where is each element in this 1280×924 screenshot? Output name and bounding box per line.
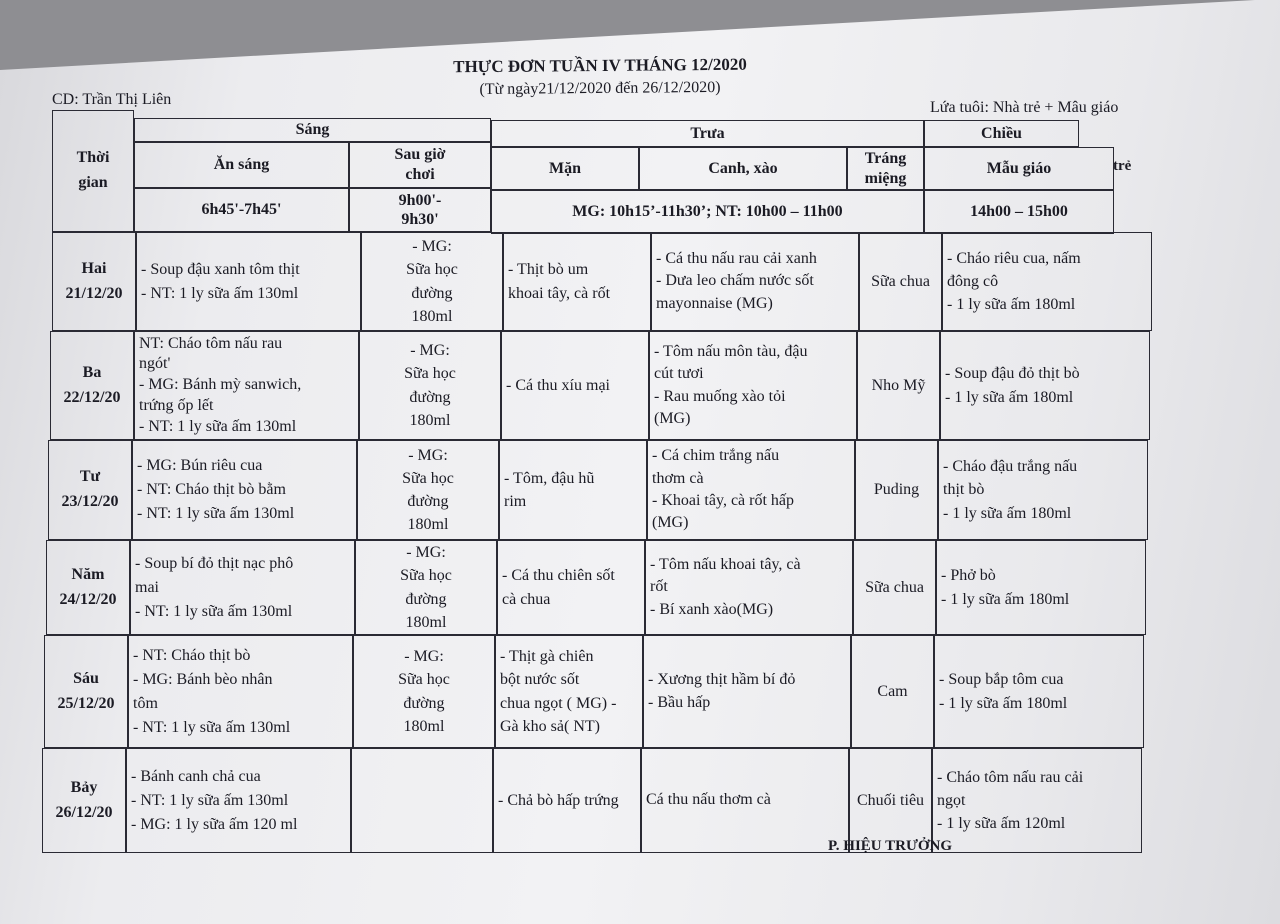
time-sau-gio-choi <box>349 188 491 232</box>
an-sang-cell <box>128 635 353 748</box>
cell-line: - NT: 1 ly sữa ấm 130ml <box>141 284 299 302</box>
cell-line: - MG: <box>412 238 452 256</box>
cell-line: đường <box>407 493 449 510</box>
cell-line: - Soup đậu xanh tôm thịt <box>141 260 300 278</box>
chieu-header: Chiều <box>924 120 1079 147</box>
cell-line: - Tôm nấu khoai tây, cà <box>650 555 801 573</box>
header-line: chơi <box>405 166 435 183</box>
trang-mieng-header <box>847 147 924 190</box>
day-cell <box>52 232 136 331</box>
sau-gio-choi-cell <box>355 540 497 635</box>
cell-line: mai <box>135 578 159 596</box>
cell-line: - Dưa leo chấm nước sốt <box>656 272 814 290</box>
cell-line: 180ml <box>407 516 449 534</box>
cell-line: (MG) <box>652 514 689 532</box>
cell-line: Sữa học <box>404 365 456 383</box>
chieu-cell <box>942 232 1152 331</box>
header-line: Sau giờ <box>394 146 446 163</box>
cell-line: - Chả bò hấp trứng <box>498 791 619 809</box>
cell-line: đường <box>403 694 445 712</box>
cell-line: đường <box>405 590 447 608</box>
chieu-cell <box>932 748 1142 853</box>
cell-line: - MG: Bánh mỳ sanwich, <box>139 376 302 394</box>
cell-line: 180ml <box>411 307 453 325</box>
cell-line: thịt bò <box>943 481 985 499</box>
mau-giao-header: Mẫu giáo <box>924 147 1114 190</box>
sau-gio-choi-cell <box>357 440 499 540</box>
cell-line: - NT: 1 ly sữa ấm 130ml <box>135 602 293 620</box>
cell-line: 21/12/20 <box>65 284 123 302</box>
canh-xao-cell <box>649 331 857 440</box>
cell-line: tôm <box>133 694 158 712</box>
cell-line: - MG: <box>404 648 444 666</box>
man-cell <box>501 331 649 440</box>
time-header-line: gian <box>78 174 108 191</box>
man-header: Mặn <box>491 147 639 190</box>
trang-mieng-cell: Nho Mỹ <box>857 331 940 440</box>
cell-line: ngọt <box>937 791 966 809</box>
sau-gio-choi-cell <box>359 331 501 440</box>
canh-xao-cell <box>645 540 853 635</box>
cell-line: Bảy <box>70 778 98 796</box>
an-sang-cell <box>134 331 359 440</box>
an-sang-cell <box>132 440 357 540</box>
trang-mieng-cell: Sữa chua <box>859 232 942 331</box>
cell-line: chua ngọt ( MG) - <box>500 694 617 712</box>
trang-mieng-cell: Puding <box>855 440 938 540</box>
cell-line: khoai tây, cà rốt <box>508 284 611 302</box>
cell-line: cút tươi <box>654 365 704 383</box>
cell-line: - Bí xanh xào(MG) <box>650 600 774 618</box>
header-line: miệng <box>864 169 907 187</box>
chieu-cell <box>940 331 1150 440</box>
day-cell <box>48 440 132 540</box>
menu-title: THỰC ĐƠN TUẦN IV THÁNG 12/2020 <box>453 54 747 77</box>
cell-line: - Phở bò <box>941 567 996 585</box>
cell-line: mayonnaise (MG) <box>656 294 773 312</box>
cell-line: - 1 ly sữa ấm 180ml <box>945 388 1074 406</box>
cell-line: đường <box>409 388 451 406</box>
trua-header: Trưa <box>491 120 924 147</box>
cell-line: - Thịt gà chiên <box>500 648 594 666</box>
an-sang-cell <box>130 540 355 635</box>
stray-text: trẻ <box>1113 158 1132 174</box>
cell-line: - MG: <box>408 446 448 464</box>
canh-xao-cell <box>647 440 855 540</box>
man-cell <box>497 540 645 635</box>
sau-gio-choi-cell <box>353 635 495 748</box>
cell-line: - MG: 1 ly sữa ấm 120 ml <box>131 815 298 833</box>
cell-line: - MG: Bánh bèo nhân <box>133 670 273 688</box>
header-line: 9h00'- <box>398 191 442 209</box>
an-sang-header: Ăn sáng <box>134 142 349 188</box>
chieu-cell <box>936 540 1146 635</box>
time-header <box>52 110 134 232</box>
cell-line: - Cá chim trắng nấu <box>652 447 780 465</box>
time-trua: MG: 10h15’-11h30’; NT: 10h00 – 11h00 <box>491 190 924 234</box>
cell-line: - MG: <box>406 544 446 562</box>
cell-line: - Tôm, đậu hũ <box>504 469 595 487</box>
time-chieu: 14h00 – 15h00 <box>924 190 1114 234</box>
cell-line: - 1 ly sữa ấm 120ml <box>937 815 1066 833</box>
cell-line: - Bánh canh chả cua <box>131 767 261 785</box>
time-header-line: Thời <box>76 149 110 167</box>
cell-line: cà chua <box>502 590 551 608</box>
cell-line: Năm <box>71 565 105 583</box>
cell-line: 26/12/20 <box>55 803 113 821</box>
cell-line: Sáu <box>73 669 99 687</box>
age-group-label: Lứa tuôi: Nhà trẻ + Mâu giáo <box>930 99 1119 116</box>
cell-line: Cá thu nấu thơm cà <box>646 791 771 809</box>
day-cell <box>44 635 128 748</box>
cell-line: - Tôm nấu môn tàu, đậu <box>654 342 808 360</box>
cell-line: NT: Cháo tôm nấu rau <box>139 334 283 352</box>
trang-mieng-cell: Sữa chua <box>853 540 936 635</box>
cell-line: - Khoai tây, cà rốt hấp <box>652 492 795 509</box>
cell-line: - NT: 1 ly sữa ấm 130ml <box>139 417 297 435</box>
cell-line: - Rau muống xào tỏi <box>654 387 786 405</box>
cell-line: (MG) <box>654 409 691 427</box>
time-sang: 6h45'-7h45' <box>134 188 349 232</box>
cell-line: - Bầu hấp <box>648 693 711 711</box>
cell-line: - MG: Bún riêu cua <box>137 457 263 474</box>
cell-line: thơm cà <box>652 469 704 487</box>
trang-mieng-cell: Chuối tiêu <box>849 748 932 853</box>
cell-line: 180ml <box>409 411 451 429</box>
an-sang-cell <box>136 232 361 331</box>
cell-line: 180ml <box>403 717 445 735</box>
cell-line: - 1 ly sữa ấm 180ml <box>941 590 1070 608</box>
sau-gio-choi-cell <box>361 232 503 331</box>
header-line: 9h30' <box>401 211 439 228</box>
cell-line: Tư <box>79 468 101 486</box>
cell-line: - Thịt bò um <box>508 261 589 279</box>
cell-line: ngót' <box>139 355 171 373</box>
cell-line: - Xương thịt hầm bí đỏ <box>648 671 796 689</box>
cell-line: rốt <box>650 578 668 596</box>
cell-line: đông cô <box>947 272 999 290</box>
cell-line: Sữa học <box>398 671 450 689</box>
cell-line: 23/12/20 <box>61 493 119 510</box>
cell-line: - NT: 1 ly sữa ấm 130ml <box>133 718 291 736</box>
cell-line: Hai <box>81 259 107 277</box>
cell-line: - 1 ly sữa ấm 180ml <box>947 296 1076 314</box>
an-sang-cell <box>126 748 351 853</box>
cell-line: đường <box>411 284 453 302</box>
cell-line: - NT: Cháo thịt bò <box>133 646 251 664</box>
cell-line: - Cháo riêu cua, nấm <box>947 249 1081 267</box>
sau-gio-choi-header <box>349 142 491 188</box>
trang-mieng-cell: Cam <box>851 635 934 748</box>
cell-line: - NT: 1 ly sữa ấm 130ml <box>137 505 295 522</box>
chieu-cell <box>934 635 1144 748</box>
day-cell <box>46 540 130 635</box>
cell-line: Sữa học <box>400 567 452 585</box>
cell-line: - NT: 1 ly sữa ấm 130ml <box>131 791 289 809</box>
cell-line: 22/12/20 <box>63 388 121 406</box>
cell-line: trứng ốp lết <box>139 396 214 414</box>
signature-label: P. HIỆU TRƯỞNG <box>828 838 953 854</box>
cell-line: 180ml <box>405 613 447 631</box>
canh-xao-header: Canh, xào <box>639 147 847 190</box>
cell-line: - Cháo tôm nấu rau cải <box>937 768 1084 786</box>
sang-header: Sáng <box>134 118 491 142</box>
cell-line: - Soup bí đỏ thịt nạc phô <box>135 554 294 572</box>
man-cell <box>503 232 651 331</box>
cell-line: rim <box>504 493 527 510</box>
cell-line: - 1 ly sữa ấm 180ml <box>943 504 1072 522</box>
cell-line: - Soup đậu đỏ thịt bò <box>945 365 1080 383</box>
man-cell <box>493 748 641 853</box>
cell-line: bột nước sốt <box>500 671 580 689</box>
cell-line: - Cá thu chiên sốt <box>502 567 615 585</box>
cell-line: - Cá thu xíu mại <box>506 376 610 394</box>
day-cell <box>50 331 134 440</box>
cell-line: - Cá thu nấu rau cải xanh <box>656 249 817 267</box>
cell-line: Sữa học <box>406 261 458 279</box>
canh-xao-cell <box>651 232 859 331</box>
header-line: Tráng <box>864 149 907 167</box>
cell-line: - Cháo đậu trắng nấu <box>943 458 1078 476</box>
cell-line: 24/12/20 <box>59 590 117 608</box>
cell-line: - Soup bắp tôm cua <box>939 671 1064 689</box>
cell-line: 25/12/20 <box>57 694 115 712</box>
cell-line: Gà kho sả( NT) <box>500 717 600 735</box>
cell-line: - NT: Cháo thịt bò bằm <box>137 481 286 498</box>
menu-subtitle: (Từ ngày21/12/2020 đến 26/12/2020) <box>479 78 721 99</box>
canh-xao-cell <box>643 635 851 748</box>
cell-line: - 1 ly sữa ấm 180ml <box>939 694 1068 712</box>
cell-line: - MG: <box>410 342 450 360</box>
sau-gio-choi-cell <box>351 748 493 853</box>
cell-line: Ba <box>82 363 102 381</box>
day-cell <box>42 748 126 853</box>
cell-line: Sữa học <box>402 469 454 487</box>
canh-xao-cell <box>641 748 849 853</box>
man-cell <box>495 635 643 748</box>
teacher-label: CD: Trần Thị Liên <box>52 91 172 108</box>
man-cell <box>499 440 647 540</box>
chieu-cell <box>938 440 1148 540</box>
